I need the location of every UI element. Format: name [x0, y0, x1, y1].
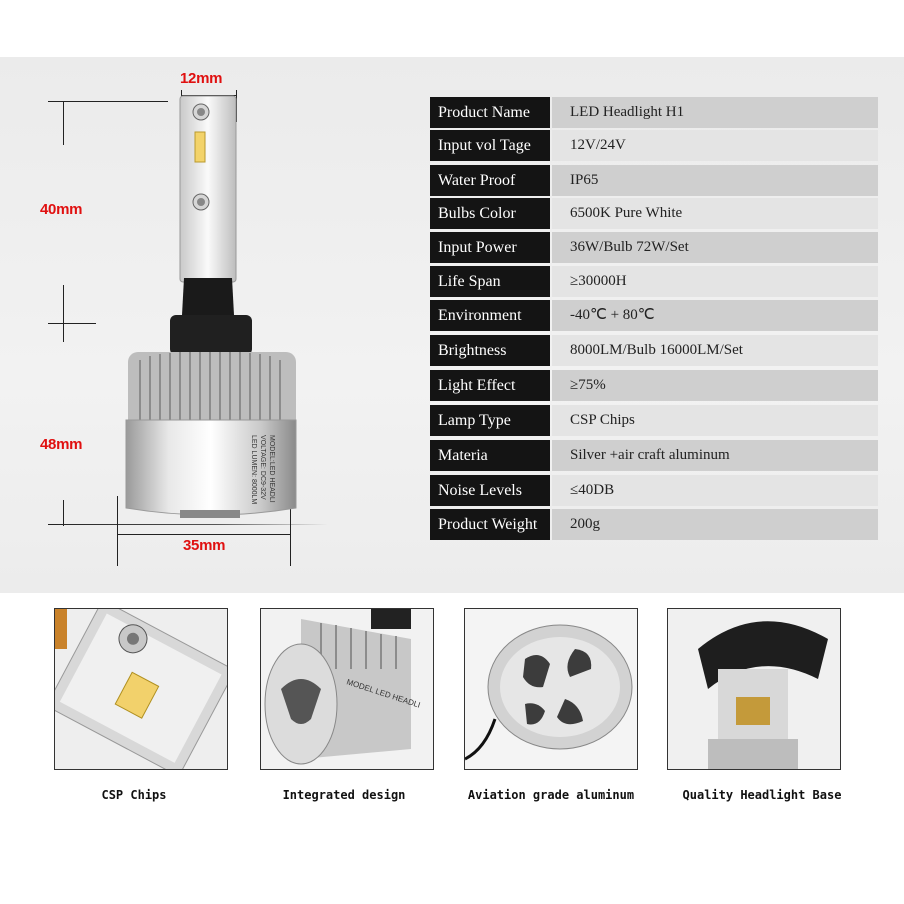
spec-value: IP65 [552, 165, 878, 196]
spec-label: Light Effect [430, 370, 550, 401]
spec-row [430, 97, 878, 128]
product-label-text: MODEL:LED HEADLI [268, 435, 275, 503]
feature-caption: Quality Headlight Base [682, 788, 842, 802]
spec-label: Bulbs Color [430, 198, 550, 229]
dimension-line [63, 500, 64, 526]
spec-row [430, 300, 878, 331]
dimension-line [63, 285, 64, 342]
spec-value: 8000LM/Bulb 16000LM/Set [552, 335, 878, 366]
spec-label: Materia [430, 440, 550, 471]
spec-row [430, 232, 878, 263]
spec-label: Environment [430, 300, 550, 331]
dimension-line [63, 101, 64, 145]
spec-value: ≥30000H [552, 266, 878, 297]
spec-value: Silver +air craft aluminum [552, 440, 878, 471]
spec-row [430, 266, 878, 297]
feature-caption: CSP Chips [101, 788, 167, 802]
dimension-width-label: 12mm [180, 70, 223, 87]
spec-value: -40℃ + 80℃ [552, 300, 878, 331]
spec-row [430, 165, 878, 196]
spec-row [430, 509, 878, 540]
feature-image-headlight-base [667, 608, 841, 770]
spec-label: Input vol Tage [430, 130, 550, 161]
product-label-text: VOLTAGE: DC9-32V [259, 435, 266, 500]
spec-label: Lamp Type [430, 405, 550, 436]
feature-image-csp-chips [54, 608, 228, 770]
spec-row [430, 405, 878, 436]
spec-label: Product Weight [430, 509, 550, 540]
spec-row [430, 198, 878, 229]
spec-label: Noise Levels [430, 475, 550, 506]
svg-text:MODEL LED HEADLI: MODEL LED HEADLI [345, 677, 422, 710]
spec-label: Input Power [430, 232, 550, 263]
spec-value: 200g [552, 509, 878, 540]
spec-row [430, 370, 878, 401]
feature-image-aviation-aluminum [464, 608, 638, 770]
spec-value: 36W/Bulb 72W/Set [552, 232, 878, 263]
spec-label: Brightness [430, 335, 550, 366]
dimension-line [117, 534, 291, 535]
spec-label: Water Proof [430, 165, 550, 196]
spec-value: ≤40DB [552, 475, 878, 506]
dimension-base-width-label: 35mm [183, 537, 226, 554]
dimension-lower-height-label: 48mm [40, 436, 83, 453]
spec-value: LED Headlight H1 [552, 97, 878, 128]
spec-value: 6500K Pure White [552, 198, 878, 229]
feature-caption: Aviation grade aluminum [467, 788, 635, 802]
spec-label: Product Name [430, 97, 550, 128]
spec-label: Life Span [430, 266, 550, 297]
spec-value: ≥75% [552, 370, 878, 401]
spec-row [430, 335, 878, 366]
spec-value: 12V/24V [552, 130, 878, 161]
spec-row [430, 130, 878, 161]
feature-caption: Integrated design [282, 788, 406, 802]
spec-row [430, 440, 878, 471]
dimension-upper-height-label: 40mm [40, 201, 83, 218]
product-label-text: LED LUMEN: 8000LM [250, 435, 257, 505]
spec-value: CSP Chips [552, 405, 878, 436]
feature-image-integrated-design [260, 608, 434, 770]
spec-row [430, 475, 878, 506]
dimension-line [48, 323, 96, 324]
led-headlight-bulb-image [100, 90, 330, 530]
